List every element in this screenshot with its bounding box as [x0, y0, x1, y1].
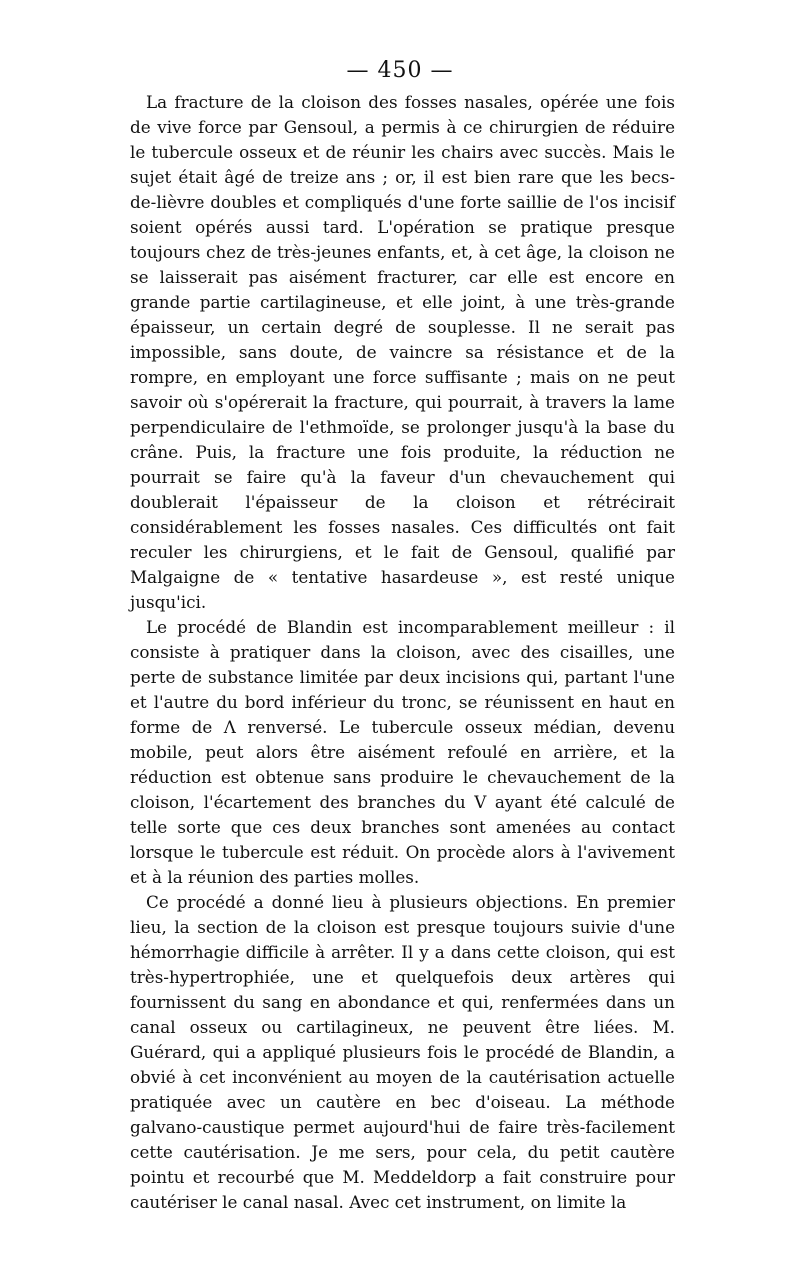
body-text — [130, 90, 675, 1215]
paragraph-objections: Ce procédé a donné lieu à plusieurs objections. En premier lieu, la section de la cloison est presque toujours suivie d'une hémorrhagie difficile à arrêter. Il y a dans cette cloison, qui est très-hypertrophiée, une et quelquefois deux artères qui fournissent du sang en abondance et qui, renfermées dans un canal osseux ou cartilagineux, ne peuvent être liées. M. Guérard, qui a appliqué plusieurs fois le procédé de Blandin, a obvié à cet inconvénient au moyen de la cautérisation actuelle pratiquée avec un cautère en bec d'oiseau. La méthode galvano-caustique permet aujourd'hui de faire très-facilement cette cautérisation. Je me sers, pour cela, du petit cautère pointu et recourbé que M. Meddeldorp a fait construire pour cautériser le canal nasal. Avec cet instrument, on limite la — [130, 892, 675, 1212]
paragraph-fracture: La fracture de la cloison des fosses nasales, opérée une fois de vive force par Gensoul, a permis à ce chirurgien de réduire le tubercule osseux et de réunir les chairs avec succès. Mais le sujet était âgé de treize ans ; or, il est bien rare que les becs-de-lièvre doubles et compliqués d'une forte saillie de l'os incisif soient opérés aussi tard. L'opération se pratique presque toujours chez de très-jeunes enfants, et, à cet âge, la cloison ne se laisserait pas aisément fracturer, car elle est encore en grande partie cartilagineuse, et elle joint, à une très-grande épaisseur, un certain degré de souplesse. Il ne serait pas impossible, sans doute, de vaincre sa résistance et de la rompre, en employant une force suffisante ; mais on ne peut savoir où s'opérerait la fracture, qui pourrait, à travers la lame perpendiculaire de l'ethmoïde, se prolonger jusqu'à la base du crâne. Puis, la fracture une fois produite, la réduction ne pourrait se faire qu'à la faveur d'un chevauchement qui doublerait l'épaisseur de la cloison et rétrécirait considérablement les fosses nasales. Ces difficultés ont fait reculer les chirurgiens, et le fait de Gensoul, qualifié par Malgaigne de « tentative hasardeuse », est resté unique jusqu'ici. — [130, 92, 675, 612]
paragraph-blandin: Le procédé de Blandin est incomparablement meilleur : il consiste à pratiquer dans la cloison, avec des cisailles, une perte de substance limitée par deux incisions qui, partant l'une et l'autre du bord inférieur du tronc, se réunissent en haut en forme de Λ renversé. Le tubercule osseux médian, devenu mobile, peut alors être aisément refoulé en arrière, et la réduction est obtenue sans produire le chevauchement de la cloison, l'écartement des branches du V ayant été calculé de telle sorte que ces deux branches sont amenées au contact lorsque le tubercule est réduit. On procède alors à l'avivement et à la réunion des parties molles. — [130, 617, 675, 887]
page-number: — 450 — — [346, 58, 454, 83]
